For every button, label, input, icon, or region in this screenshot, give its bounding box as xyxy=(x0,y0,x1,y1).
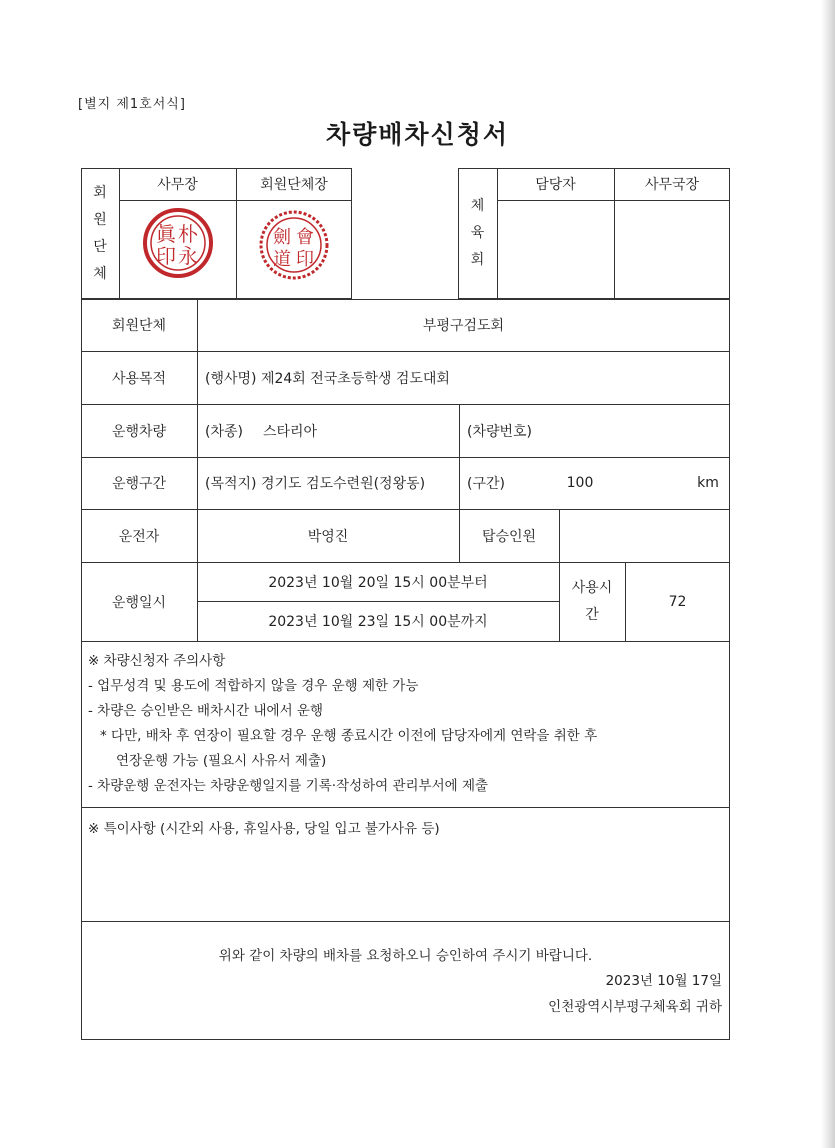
notes-item: - 차량운행 운전자는 차량운행일지를 기록·작성하여 관리부서에 제출 xyxy=(88,778,489,794)
member-org-vertical-label xyxy=(81,168,119,299)
red-seal-stamp-1 xyxy=(138,203,218,283)
member-org-value: 부평구검도회 xyxy=(422,318,505,334)
purpose-label: 사용목적 xyxy=(111,370,167,387)
notes-item: * 다만, 배차 후 연장이 필요할 경우 운행 종료시간 이전에 담당자에게 연락을 취한 후 xyxy=(100,728,598,744)
form-number: [별지 제1호서식] xyxy=(78,97,186,112)
label-char: 원 xyxy=(93,211,107,228)
council-vertical-label xyxy=(458,168,497,299)
divider xyxy=(497,200,730,201)
distance-label: (구간) xyxy=(467,476,505,492)
distance-value: 100 xyxy=(566,475,594,491)
label-char: 체 xyxy=(93,265,107,282)
passengers-label: 탑승인원 xyxy=(481,528,537,545)
special-remarks-heading: ※ 특이사항 (시간외 사용, 휴일사용, 당일 입고 불가사유 등) xyxy=(88,821,440,837)
secretary-column-header: 사무장 xyxy=(157,177,198,193)
member-org-label: 회원단체 xyxy=(111,318,167,334)
divider xyxy=(81,641,730,642)
seal-char: 朴 xyxy=(178,222,198,246)
usage-hours-value: 72 xyxy=(668,593,687,610)
request-date: 2023년 10월 17일 xyxy=(605,973,722,989)
secretary-general-column-header: 사무국장 xyxy=(644,177,700,193)
notes-heading: ※ 차량신청자 주의사항 xyxy=(88,653,226,669)
datetime-to: 2023년 10월 23일 15시 00분까지 xyxy=(268,614,488,630)
route-label: 운행구간 xyxy=(111,476,167,492)
notes-section xyxy=(88,649,597,799)
divider xyxy=(81,807,730,808)
page-title: 차량배차신청서 xyxy=(325,120,510,149)
red-seal-stamp-2 xyxy=(254,205,334,285)
driver-value: 박영진 xyxy=(307,528,349,545)
seal-char: 印 xyxy=(296,249,314,270)
label-char: 육 xyxy=(470,225,485,241)
recipient: 인천광역시부평구체육회 귀하 xyxy=(548,999,722,1015)
vehicle-label: 운행차량 xyxy=(111,423,167,440)
usage-hours-label xyxy=(559,562,625,641)
driver-label: 운전자 xyxy=(118,528,160,545)
label-line: 사용시 xyxy=(571,579,613,596)
org-head-column-header: 회원단체장 xyxy=(260,177,328,193)
label-char: 회 xyxy=(93,184,107,201)
seal-char: 會 xyxy=(296,227,314,248)
label-char: 단 xyxy=(93,238,107,255)
request-statement: 위와 같이 차량의 배차를 요청하오니 승인하여 주시기 바랍니다. xyxy=(218,948,593,964)
vehicle-plate-label: (차량번호) xyxy=(467,423,533,440)
notes-item: 연장운행 가능 (필요시 사유서 제출) xyxy=(116,753,327,769)
vehicle-type-label: (차종) xyxy=(205,423,243,440)
purpose-value: (행사명) 제24회 전국초등학생 검도대회 xyxy=(205,370,450,387)
officer-column-header: 담당자 xyxy=(535,177,576,193)
vehicle-type-cell xyxy=(197,404,459,457)
label-line: 간 xyxy=(585,606,599,623)
label-char: 체 xyxy=(470,198,485,214)
seal-char: 劍 xyxy=(273,227,291,248)
divider xyxy=(81,921,730,922)
seal-char: 眞 xyxy=(156,222,176,246)
divider xyxy=(119,200,352,201)
label-char: 회 xyxy=(470,252,485,268)
page-edge-shadow xyxy=(821,0,835,1148)
seal-char: 道 xyxy=(273,249,291,270)
passengers-value xyxy=(559,509,730,562)
datetime-label: 운행일시 xyxy=(111,594,167,611)
seal-char: 印 xyxy=(156,244,176,268)
route-destination: (목적지) 경기도 검도수련원(정왕동) xyxy=(205,476,426,492)
notes-item: - 차량은 승인받은 배차시간 내에서 운행 xyxy=(88,703,323,719)
distance-unit: km xyxy=(697,475,719,491)
seal-char: 永 xyxy=(178,244,198,268)
vehicle-type-value: 스타리아 xyxy=(262,423,318,440)
datetime-from: 2023년 10월 20일 15시 00분부터 xyxy=(268,574,488,591)
notes-item: - 업무성격 및 용도에 적합하지 않을 경우 운행 제한 가능 xyxy=(88,678,419,694)
